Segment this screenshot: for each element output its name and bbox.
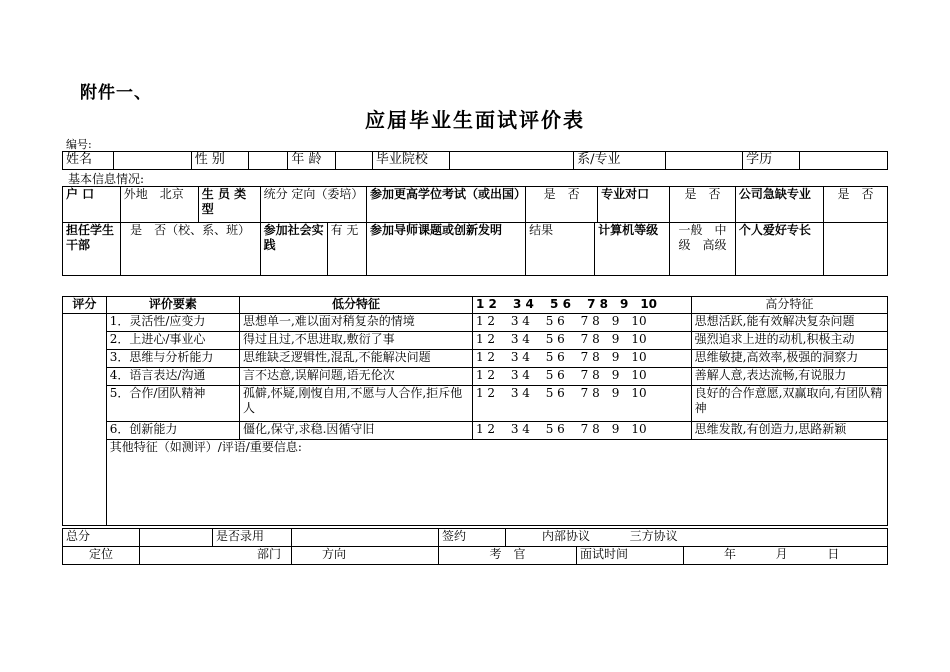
factor-4: 4．语言表达/沟通 [106, 368, 239, 386]
factor-5: 5．合作/团队精神 [106, 386, 239, 422]
low-4: 言不达意,误解问题,语无伦次 [239, 368, 472, 386]
interview-time-label: 面试时间 [577, 547, 684, 565]
scale-2[interactable]: 1 2 3 4 5 6 7 8 9 10 [472, 332, 691, 350]
hire-label: 是否录用 [213, 529, 292, 547]
factor-1: 1．灵活性/应变力 [106, 314, 239, 332]
hukou-label: 户 口 [63, 187, 121, 223]
number-label: 编号: [66, 138, 92, 151]
personal-info-row [62, 151, 888, 170]
other-comments-field[interactable] [106, 440, 887, 526]
internal-agreement[interactable]: 内部协议 [542, 529, 591, 543]
scale-6[interactable]: 1 2 3 4 5 6 7 8 9 10 [472, 422, 691, 440]
basic-info-label: 基本信息情况: [68, 172, 145, 186]
social-practice-label: 参加社会实践 [261, 223, 328, 275]
total-field[interactable] [140, 529, 213, 547]
low-5: 孤僻,怀疑,刚愎自用,不愿与人合作,拒斥他人 [239, 386, 472, 422]
high-5: 良好的合作意愿,双赢取向,有团队精神 [691, 386, 887, 422]
position-label: 定位 [63, 547, 140, 565]
low-1: 思想单一,难以面对稍复杂的情境 [239, 314, 472, 332]
low-header: 低分特征 [239, 297, 472, 314]
high-4: 善解人意,表达流畅,有说服力 [691, 368, 887, 386]
school-field[interactable] [450, 152, 574, 170]
grad-exam-label: 参加更高学位考试（或出国） [367, 187, 526, 223]
direction-label: 方向 [292, 547, 439, 565]
hobby-field[interactable] [824, 223, 888, 276]
day-label: 日 [827, 547, 840, 561]
page-title: 应届毕业生面试评价表 [365, 108, 585, 132]
high-2: 强烈追求上进的动机,积极主动 [691, 332, 887, 350]
evaluation-table [62, 296, 888, 526]
factor-3: 3．思维与分析能力 [106, 350, 239, 368]
high-3: 思维敏捷,高效率,极强的洞察力 [691, 350, 887, 368]
scale-1[interactable]: 1 2 3 4 5 6 7 8 9 10 [472, 314, 691, 332]
low-2: 得过且过,不思进取,敷衍了事 [239, 332, 472, 350]
footer-table [62, 528, 888, 565]
hobby-label: 个人爱好专长 [735, 223, 823, 276]
age-label: 年 龄 [288, 152, 335, 170]
name-label: 姓名 [63, 152, 114, 170]
basic-info-table [62, 186, 888, 276]
factor-header: 评价要素 [106, 297, 239, 314]
computer-level-label: 计算机等级 [598, 223, 659, 237]
project-value: 结果 [526, 223, 595, 275]
project-label: 参加导师课题或创新发明 [367, 223, 526, 276]
major-match-value: 是 否 [670, 187, 736, 223]
scale-header: 1 2 3 4 5 6 7 8 9 10 [472, 297, 691, 314]
attachment-label: 附件一、 [80, 83, 152, 103]
high-1: 思想活跃,能有效解决复杂问题 [691, 314, 887, 332]
education-label: 学历 [743, 152, 800, 170]
urgent-major-value: 是 否 [824, 187, 888, 223]
month-label: 月 [775, 547, 788, 561]
high-header: 高分特征 [691, 297, 887, 314]
age-field[interactable] [335, 152, 372, 170]
major-match-label: 专业对口 [598, 187, 670, 223]
sign-label: 签约 [439, 529, 506, 547]
social-practice-value: 有 无 [330, 223, 359, 237]
education-field[interactable] [800, 152, 888, 170]
name-field[interactable] [114, 152, 191, 170]
cadre-value: 是 否（校、系、班） [120, 223, 260, 276]
grad-exam-value: 是 否 [526, 187, 598, 223]
low-6: 僵化,保守,求稳.因循守旧 [239, 422, 472, 440]
high-6: 思维发散,有创造力,思路新颖 [691, 422, 887, 440]
major-label: 系/专业 [574, 152, 666, 170]
low-3: 思维缺乏逻辑性,混乱,不能解决问题 [239, 350, 472, 368]
gender-label: 性 别 [191, 152, 248, 170]
total-label: 总分 [63, 529, 140, 547]
scale-3[interactable]: 1 2 3 4 5 6 7 8 9 10 [472, 350, 691, 368]
interview-date-field[interactable] [684, 547, 888, 565]
factor-2: 2．上进心/事业心 [106, 332, 239, 350]
urgent-major-label: 公司急缺专业 [735, 187, 823, 223]
computer-level-value: 一般 中级 高级 [670, 223, 736, 276]
hukou-value: 外地 北京 [120, 187, 198, 223]
score-cell[interactable] [63, 314, 107, 526]
department-label: 部门 [140, 547, 292, 565]
hire-field[interactable] [292, 529, 439, 547]
score-header: 评分 [63, 297, 107, 314]
interviewer-label: 考 官 [439, 547, 577, 565]
year-label: 年 [724, 547, 737, 561]
tripartite-agreement[interactable]: 三方协议 [629, 529, 678, 543]
school-label: 毕业院校 [372, 152, 449, 170]
factor-6: 6．创新能力 [106, 422, 239, 440]
other-comments-label: 其他特征（如测评）/评语/重要信息: [109, 440, 302, 454]
source-type-label: 生 员 类型 [198, 187, 260, 223]
source-type-value: 统分 定向（委培） [260, 187, 366, 223]
scale-5[interactable]: 1 2 3 4 5 6 7 8 9 10 [472, 386, 691, 422]
major-field[interactable] [665, 152, 742, 170]
gender-field[interactable] [249, 152, 288, 170]
cadre-label: 担任学生干部 [63, 223, 121, 276]
scale-4[interactable]: 1 2 3 4 5 6 7 8 9 10 [472, 368, 691, 386]
